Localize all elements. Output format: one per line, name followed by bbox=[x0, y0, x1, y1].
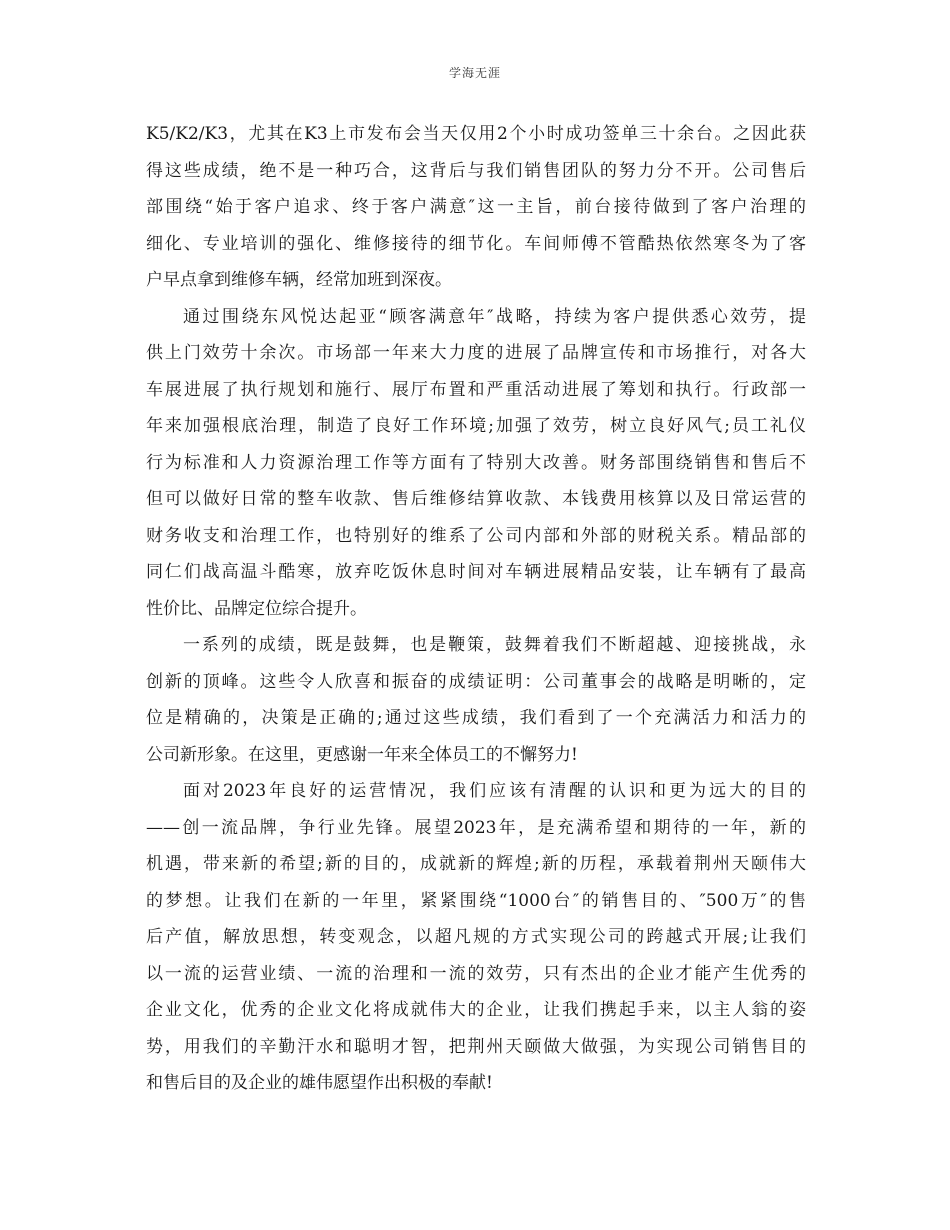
text-line: 但可以做好日常的整车收款、售后维修结算收款、本钱费用核算以及日常运营的 bbox=[146, 489, 806, 509]
text-line: 供上门效劳十余次。市场部一年来大力度的进展了品牌宣传和市场推行，对各大 bbox=[146, 343, 806, 363]
text-line: 和售后目的及企业的雄伟愿望作出积极的奉献! bbox=[146, 1073, 493, 1093]
text-line: 企业文化，优秀的企业文化将成就伟大的企业，让我们携起手来，以主人翁的姿 bbox=[146, 1000, 806, 1020]
text-line: 得这些成绩，绝不是一种巧合，这背后与我们销售团队的努力分不开。公司售后 bbox=[146, 160, 806, 181]
text-line: 机遇，带来新的希望;新的目的，成就新的辉煌;新的历程，承载着荆州天颐伟大 bbox=[146, 854, 806, 874]
paragraph bbox=[146, 116, 806, 299]
text-line: 势，用我们的辛勤汗水和聪明才智，把荆州天颐做大做强，为实现公司销售目的 bbox=[146, 1036, 806, 1057]
text-line: 部围绕“始于客户追求、终于客户满意″这一主旨，前台接待做到了客户治理的 bbox=[146, 197, 806, 217]
paragraph bbox=[146, 773, 806, 1102]
text-line: 后产值，解放思想，转变观念，以超凡规的方式实现公司的跨越式开展;让我们 bbox=[146, 927, 806, 947]
document-body bbox=[146, 116, 806, 1102]
text-line: ——创一流品牌，争行业先锋。展望2023年，是充满希望和期待的一年，新的 bbox=[146, 817, 806, 838]
text-line: 创新的顶峰。这些令人欣喜和振奋的成绩证明：公司董事会的战略是明晰的，定 bbox=[146, 671, 806, 692]
text-line: 一系列的成绩，既是鼓舞，也是鞭策，鼓舞着我们不断超越、迎接挑战，永 bbox=[183, 635, 806, 655]
text-line: 细化、专业培训的强化、维修接待的细节化。车间师傅不管酷热依然寒冬为了客 bbox=[146, 233, 806, 254]
text-line: K5/K2/K3，尤其在K3上市发布会当天仅用2个小时成功签单三十余台。之因此获 bbox=[146, 124, 806, 144]
text-line: 同仁们战高温斗酷寒，放弃吃饭休息时间对车辆进展精品安装，让车辆有了最高 bbox=[146, 562, 806, 582]
text-line: 性价比、品牌定位综合提升。 bbox=[146, 598, 367, 619]
text-line: 通过围绕东风悦达起亚“顾客满意年″战略，持续为客户提供悉心效劳，提 bbox=[183, 306, 806, 327]
text-line: 的梦想。让我们在新的一年里，紧紧围绕“1000台″的销售目的、″500万″的售 bbox=[146, 890, 806, 911]
text-line: 财务收支和治理工作，也特别好的维系了公司内部和外部的财税关系。精品部的 bbox=[146, 525, 806, 546]
text-line: 户早点拿到维修车辆，经常加班到深夜。 bbox=[146, 270, 452, 290]
text-line: 位是精确的，决策是正确的;通过这些成绩，我们看到了一个充满活力和活力的 bbox=[146, 708, 806, 728]
paragraph bbox=[146, 627, 806, 773]
text-line: 面对2023年良好的运营情况，我们应该有清醒的认识和更为远大的目的 bbox=[183, 781, 806, 801]
text-line: 行为标准和人力资源治理工作等方面有了特别大改善。财务部围绕销售和售后不 bbox=[146, 452, 806, 473]
text-line: 公司新形象。在这里，更感谢一年来全体员工的不懈努力! bbox=[146, 744, 578, 765]
page-header: 学海无涯 bbox=[448, 66, 501, 80]
text-line: 年来加强根底治理，制造了良好工作环境;加强了效劳，树立良好风气;员工礼仪 bbox=[146, 416, 806, 436]
paragraph bbox=[146, 299, 806, 628]
text-line: 以一流的运营业绩、一流的治理和一流的效劳，只有杰出的企业才能产生优秀的 bbox=[146, 963, 806, 984]
text-line: 车展进展了执行规划和施行、展厅布置和严重活动进展了筹划和执行。行政部一 bbox=[146, 379, 806, 400]
